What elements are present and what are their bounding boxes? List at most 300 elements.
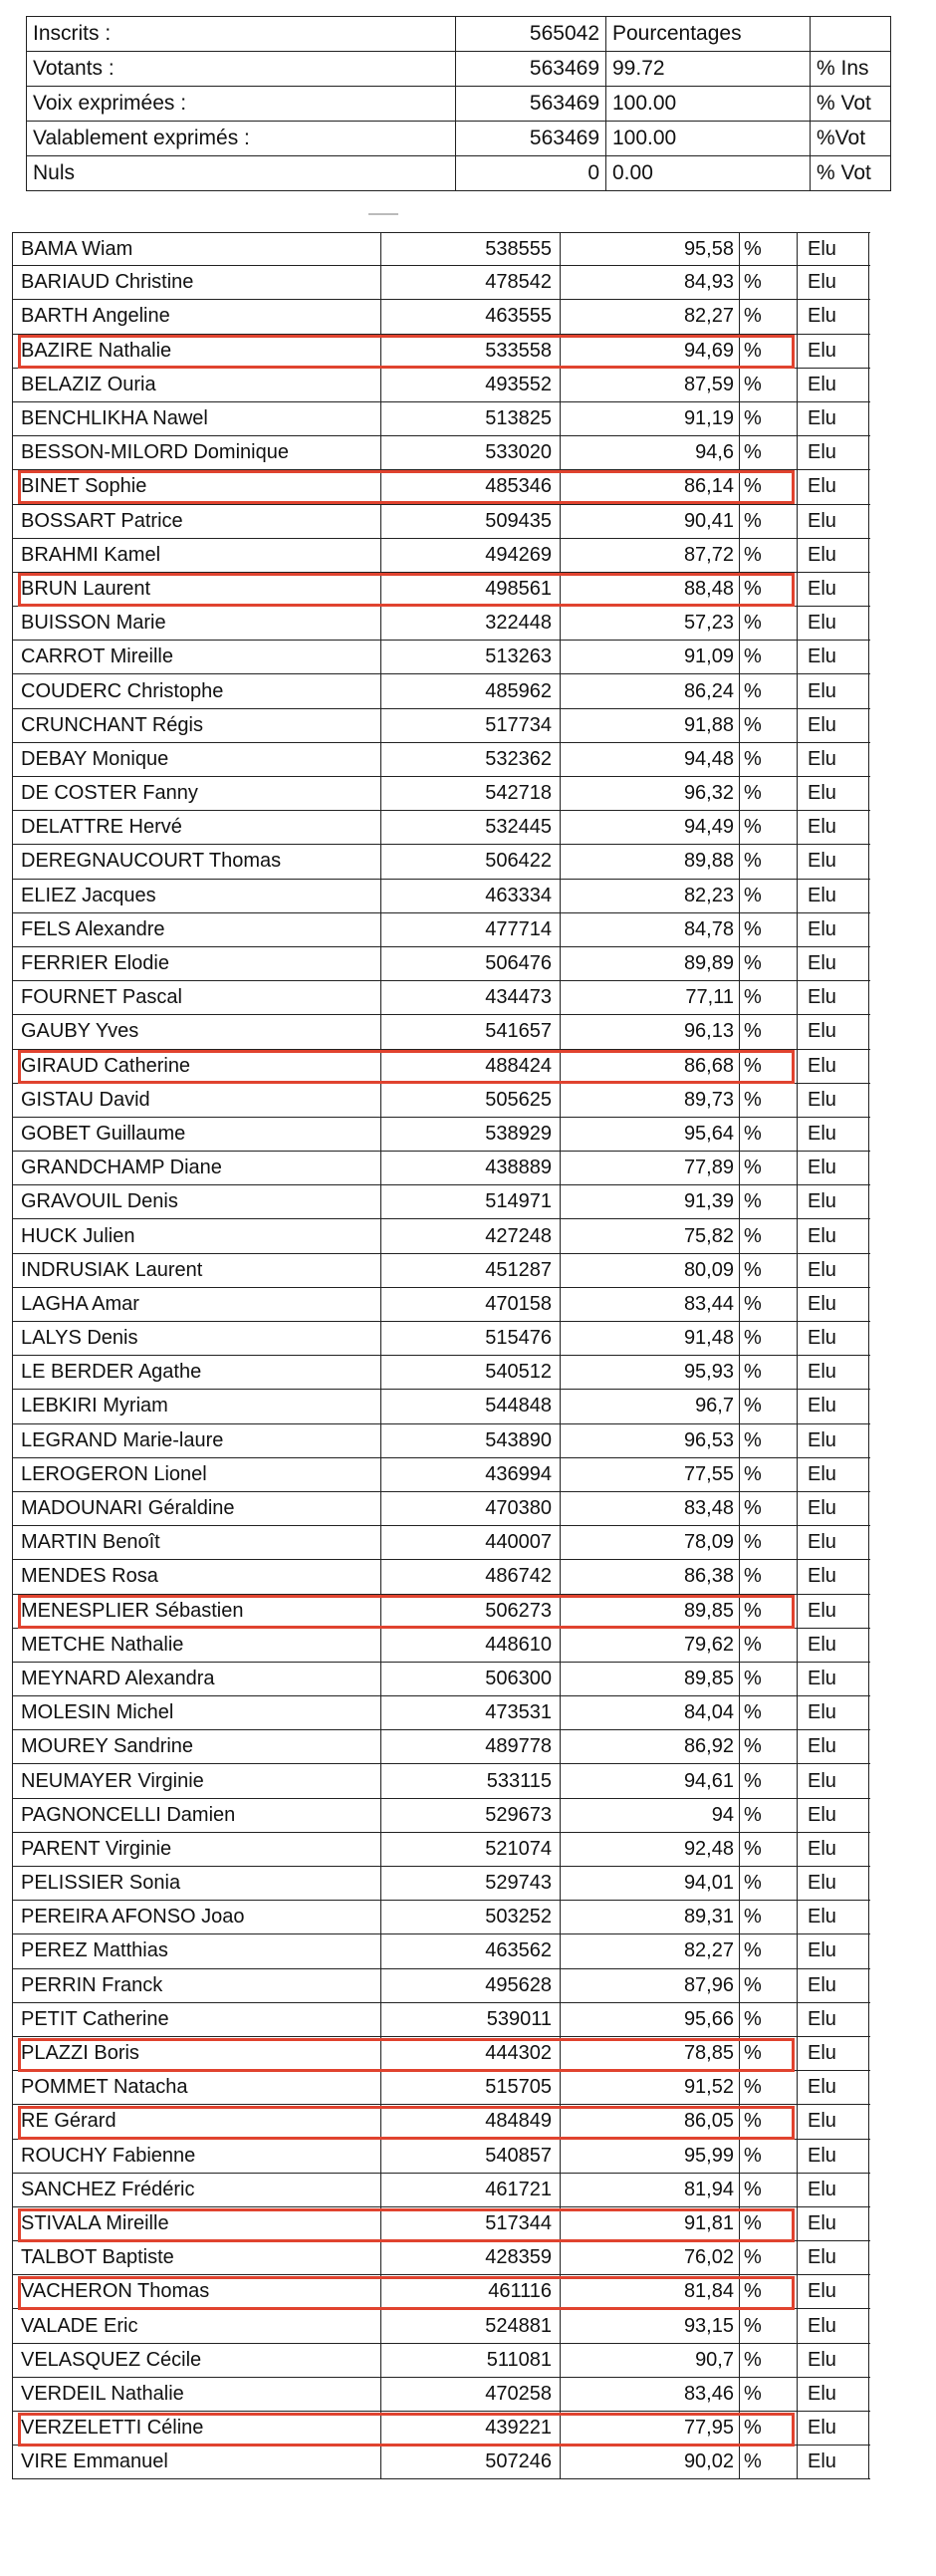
percent-sign: % <box>740 1118 798 1151</box>
highlight-box <box>18 2276 795 2310</box>
vote-count: 488424 <box>381 1050 561 1083</box>
percent-sign: % <box>740 2105 798 2138</box>
result-status: Elu <box>798 402 869 435</box>
vote-count: 539011 <box>381 2003 561 2036</box>
vote-percent: 96,13 <box>561 1015 740 1048</box>
candidate-name: NEUMAYER Virginie <box>13 1764 381 1797</box>
vote-percent: 83,46 <box>561 2378 740 2411</box>
candidate-name: GOBET Guillaume <box>13 1118 381 1151</box>
result-status: Elu <box>798 1254 869 1287</box>
vote-count: 486742 <box>381 1560 561 1593</box>
candidate-name: COUDERC Christophe <box>13 674 381 707</box>
result-status: Elu <box>798 845 869 878</box>
vote-count: 506300 <box>381 1663 561 1695</box>
candidate-name: DEBAY Monique <box>13 743 381 776</box>
percent-sign: % <box>740 1696 798 1729</box>
result-row <box>12 1288 870 1322</box>
percent-sign: % <box>740 1219 798 1252</box>
vote-count: 489778 <box>381 1730 561 1763</box>
result-status: Elu <box>798 811 869 844</box>
candidate-name: BRUN Laurent <box>13 573 381 606</box>
vote-count: 509435 <box>381 505 561 538</box>
result-row <box>12 539 870 573</box>
percent-sign: % <box>740 2275 798 2308</box>
result-row <box>12 2446 870 2479</box>
percent-sign: % <box>740 573 798 606</box>
percent-sign: % <box>740 1969 798 2002</box>
candidate-name: TALBOT Baptiste <box>13 2241 381 2274</box>
vote-count: 529673 <box>381 1799 561 1832</box>
vote-percent: 95,99 <box>561 2140 740 2173</box>
percent-sign: % <box>740 505 798 538</box>
result-row <box>12 947 870 981</box>
vote-percent: 81,84 <box>561 2275 740 2308</box>
candidate-name: BENCHLIKHA Nawel <box>13 402 381 435</box>
vote-count: 544848 <box>381 1390 561 1422</box>
result-status: Elu <box>798 1219 869 1252</box>
result-status: Elu <box>798 947 869 980</box>
percent-sign: % <box>740 2378 798 2411</box>
highlight-box <box>18 2106 795 2140</box>
vote-percent: 91,81 <box>561 2207 740 2240</box>
percent-sign: % <box>740 1901 798 1933</box>
result-row <box>12 1833 870 1867</box>
result-status: Elu <box>798 2174 869 2206</box>
percent-sign: % <box>740 1663 798 1695</box>
vote-count: 495628 <box>381 1969 561 2002</box>
candidate-name: BOSSART Patrice <box>13 505 381 538</box>
vote-percent: 96,53 <box>561 1424 740 1457</box>
candidate-name: GAUBY Yves <box>13 1015 381 1048</box>
result-row <box>12 1492 870 1526</box>
result-row <box>12 1152 870 1185</box>
vote-count: 515705 <box>381 2071 561 2104</box>
percent-sign: % <box>740 880 798 912</box>
vote-percent: 89,31 <box>561 1901 740 1933</box>
result-status: Elu <box>798 641 869 673</box>
vote-percent: 91,39 <box>561 1185 740 1218</box>
candidate-name: LALYS Denis <box>13 1322 381 1355</box>
result-row <box>12 1526 870 1560</box>
vote-count: 485346 <box>381 470 561 503</box>
result-status: Elu <box>798 335 869 368</box>
percent-sign: % <box>740 2412 798 2445</box>
summary-unit: % Vot <box>811 156 891 191</box>
result-row <box>12 1934 870 1968</box>
result-row <box>12 1730 870 1764</box>
vote-count: 470380 <box>381 1492 561 1525</box>
result-row <box>12 1696 870 1730</box>
percent-sign: % <box>740 777 798 810</box>
percent-sign: % <box>740 233 798 265</box>
highlight-box <box>18 1595 795 1629</box>
candidate-name: FERRIER Elodie <box>13 947 381 980</box>
candidate-name: MEYNARD Alexandra <box>13 1663 381 1695</box>
percent-sign: % <box>740 1730 798 1763</box>
result-row <box>12 1254 870 1288</box>
vote-percent: 95,58 <box>561 233 740 265</box>
percent-sign: % <box>740 607 798 640</box>
result-status: Elu <box>798 1526 869 1559</box>
candidate-name: PERRIN Franck <box>13 1969 381 2002</box>
result-row <box>12 607 870 641</box>
vote-count: 434473 <box>381 981 561 1014</box>
vote-count: 513825 <box>381 402 561 435</box>
highlight-box <box>18 1050 795 1084</box>
result-status: Elu <box>798 607 869 640</box>
result-status: Elu <box>798 300 869 333</box>
percent-sign: % <box>740 709 798 742</box>
vote-count: 498561 <box>381 573 561 606</box>
vote-percent: 77,55 <box>561 1458 740 1491</box>
vote-percent: 90,41 <box>561 505 740 538</box>
result-row <box>12 1764 870 1798</box>
summary-percent: 0.00 <box>606 156 811 191</box>
percent-sign: % <box>740 2207 798 2240</box>
percent-sign: % <box>740 981 798 1014</box>
candidate-name: MARTIN Benoît <box>13 1526 381 1559</box>
candidate-name: MADOUNARI Géraldine <box>13 1492 381 1525</box>
vote-percent: 87,72 <box>561 539 740 572</box>
result-row <box>12 2344 870 2378</box>
result-status: Elu <box>798 1015 869 1048</box>
candidate-name: MOLESIN Michel <box>13 1696 381 1729</box>
result-row <box>12 1185 870 1219</box>
candidate-name: MOUREY Sandrine <box>13 1730 381 1763</box>
result-status: Elu <box>798 2378 869 2411</box>
vote-percent: 96,32 <box>561 777 740 810</box>
result-status: Elu <box>798 1185 869 1218</box>
vote-percent: 94,01 <box>561 1867 740 1900</box>
candidate-name: PEREIRA AFONSO Joao <box>13 1901 381 1933</box>
percent-sign: % <box>740 1764 798 1797</box>
vote-percent: 95,66 <box>561 2003 740 2036</box>
percent-sign: % <box>740 1356 798 1389</box>
candidate-name: PEREZ Matthias <box>13 1934 381 1967</box>
candidate-name: PLAZZI Boris <box>13 2037 381 2070</box>
summary-label: Voix exprimées : <box>27 87 456 122</box>
percent-sign: % <box>740 2071 798 2104</box>
vote-percent: 79,62 <box>561 1629 740 1662</box>
vote-percent: 57,23 <box>561 607 740 640</box>
vote-percent: 91,48 <box>561 1322 740 1355</box>
result-status: Elu <box>798 2446 869 2478</box>
percent-sign: % <box>740 1867 798 1900</box>
vote-count: 517344 <box>381 2207 561 2240</box>
result-status: Elu <box>798 2344 869 2377</box>
candidate-name: PARENT Virginie <box>13 1833 381 1866</box>
vote-percent: 90,7 <box>561 2344 740 2377</box>
vote-count: 448610 <box>381 1629 561 1662</box>
result-row <box>12 2174 870 2207</box>
result-row <box>12 2241 870 2275</box>
candidate-name: BAZIRE Nathalie <box>13 335 381 368</box>
result-row <box>12 743 870 777</box>
percent-sign: % <box>740 811 798 844</box>
percent-sign: % <box>740 470 798 503</box>
candidate-name: MENDES Rosa <box>13 1560 381 1593</box>
result-status: Elu <box>798 505 869 538</box>
result-row <box>12 2003 870 2037</box>
result-status: Elu <box>798 2275 869 2308</box>
percent-sign: % <box>740 1799 798 1832</box>
vote-percent: 80,09 <box>561 1254 740 1287</box>
result-status: Elu <box>798 1084 869 1117</box>
vote-percent: 92,48 <box>561 1833 740 1866</box>
vote-count: 493552 <box>381 369 561 401</box>
vote-count: 540512 <box>381 1356 561 1389</box>
summary-row <box>27 87 891 122</box>
result-status: Elu <box>798 1424 869 1457</box>
percent-sign: % <box>740 1560 798 1593</box>
summary-value: 0 <box>456 156 606 191</box>
result-row <box>12 1799 870 1833</box>
candidate-name: GRAVOUIL Denis <box>13 1185 381 1218</box>
percent-sign: % <box>740 2037 798 2070</box>
result-row <box>12 1322 870 1356</box>
percent-sign: % <box>740 913 798 946</box>
result-status: Elu <box>798 2140 869 2173</box>
result-row <box>12 1219 870 1253</box>
result-row <box>12 641 870 674</box>
percent-sign: % <box>740 1322 798 1355</box>
percent-sign: % <box>740 2140 798 2173</box>
candidate-name: VACHERON Thomas <box>13 2275 381 2308</box>
vote-percent: 83,44 <box>561 1288 740 1321</box>
vote-count: 478542 <box>381 266 561 299</box>
result-row <box>12 1458 870 1492</box>
vote-count: 463334 <box>381 880 561 912</box>
vote-percent: 77,89 <box>561 1152 740 1184</box>
result-status: Elu <box>798 1118 869 1151</box>
candidate-name: VIRE Emmanuel <box>13 2446 381 2478</box>
summary-percent: 100.00 <box>606 122 811 156</box>
candidate-name: BELAZIZ Ouria <box>13 369 381 401</box>
result-status: Elu <box>798 233 869 265</box>
candidate-name: PELISSIER Sonia <box>13 1867 381 1900</box>
vote-count: 543890 <box>381 1424 561 1457</box>
vote-percent: 95,93 <box>561 1356 740 1389</box>
result-row <box>12 845 870 879</box>
vote-percent: 84,04 <box>561 1696 740 1729</box>
summary-row <box>27 17 891 52</box>
vote-percent: 86,38 <box>561 1560 740 1593</box>
candidate-name: METCHE Nathalie <box>13 1629 381 1662</box>
candidate-name: BINET Sophie <box>13 470 381 503</box>
vote-count: 438889 <box>381 1152 561 1184</box>
percent-sign: % <box>740 1084 798 1117</box>
percent-sign: % <box>740 1458 798 1491</box>
vote-percent: 94,61 <box>561 1764 740 1797</box>
result-row <box>12 1015 870 1049</box>
result-status: Elu <box>798 1560 869 1593</box>
vote-percent: 86,68 <box>561 1050 740 1083</box>
vote-count: 506476 <box>381 947 561 980</box>
summary-unit <box>811 17 891 52</box>
highlight-box <box>18 573 795 607</box>
result-row <box>12 300 870 334</box>
candidate-name: DEREGNAUCOURT Thomas <box>13 845 381 878</box>
summary-value: 563469 <box>456 87 606 122</box>
vote-percent: 76,02 <box>561 2241 740 2274</box>
result-status: Elu <box>798 913 869 946</box>
candidate-name: HUCK Julien <box>13 1219 381 1252</box>
percent-sign: % <box>740 1390 798 1422</box>
candidate-name: BAMA Wiam <box>13 233 381 265</box>
summary-label: Valablement exprimés : <box>27 122 456 156</box>
vote-percent: 87,59 <box>561 369 740 401</box>
vote-count: 436994 <box>381 1458 561 1491</box>
vote-percent: 86,05 <box>561 2105 740 2138</box>
candidate-name: GIRAUD Catherine <box>13 1050 381 1083</box>
highlight-box <box>18 335 795 369</box>
vote-percent: 82,27 <box>561 1934 740 1967</box>
result-row <box>12 1901 870 1934</box>
result-status: Elu <box>798 1764 869 1797</box>
vote-percent: 89,89 <box>561 947 740 980</box>
percent-sign: % <box>740 2241 798 2274</box>
result-row <box>12 709 870 743</box>
percent-sign: % <box>740 674 798 707</box>
vote-percent: 77,95 <box>561 2412 740 2445</box>
result-status: Elu <box>798 1288 869 1321</box>
candidate-name: VALADE Eric <box>13 2309 381 2342</box>
result-status: Elu <box>798 674 869 707</box>
vote-count: 515476 <box>381 1322 561 1355</box>
vote-count: 485962 <box>381 674 561 707</box>
candidate-name: MENESPLIER Sébastien <box>13 1595 381 1628</box>
percent-sign: % <box>740 1492 798 1525</box>
vote-count: 427248 <box>381 1219 561 1252</box>
result-status: Elu <box>798 1390 869 1422</box>
vote-percent: 94 <box>561 1799 740 1832</box>
result-status: Elu <box>798 1595 869 1628</box>
vote-count: 473531 <box>381 1696 561 1729</box>
vote-count: 463562 <box>381 1934 561 1967</box>
result-row <box>12 2309 870 2343</box>
candidate-name: INDRUSIAK Laurent <box>13 1254 381 1287</box>
result-status: Elu <box>798 2037 869 2070</box>
result-status: Elu <box>798 1663 869 1695</box>
vote-percent: 86,92 <box>561 1730 740 1763</box>
vote-count: 428359 <box>381 2241 561 2274</box>
highlight-box <box>18 2413 795 2447</box>
vote-count: 461116 <box>381 2275 561 2308</box>
vote-count: 444302 <box>381 2037 561 2070</box>
vote-percent: 82,27 <box>561 300 740 333</box>
vote-count: 538555 <box>381 233 561 265</box>
percent-sign: % <box>740 2446 798 2478</box>
vote-percent: 91,52 <box>561 2071 740 2104</box>
result-row <box>12 1356 870 1390</box>
vote-percent: 89,85 <box>561 1663 740 1695</box>
result-status: Elu <box>798 880 869 912</box>
result-status: Elu <box>798 1322 869 1355</box>
result-row <box>12 1969 870 2003</box>
vote-count: 503252 <box>381 1901 561 1933</box>
percent-sign: % <box>740 539 798 572</box>
candidate-name: BRAHMI Kamel <box>13 539 381 572</box>
vote-percent: 83,48 <box>561 1492 740 1525</box>
percent-sign: % <box>740 2003 798 2036</box>
summary-value: 563469 <box>456 52 606 87</box>
vote-percent: 87,96 <box>561 1969 740 2002</box>
result-row <box>12 2071 870 2105</box>
highlight-box <box>18 2208 795 2242</box>
result-status: Elu <box>798 436 869 469</box>
candidate-name: DE COSTER Fanny <box>13 777 381 810</box>
candidate-name: VERZELETTI Céline <box>13 2412 381 2445</box>
result-row <box>12 232 870 266</box>
vote-percent: 91,09 <box>561 641 740 673</box>
summary-unit: %Vot <box>811 122 891 156</box>
vote-percent: 90,02 <box>561 2446 740 2478</box>
vote-count: 532445 <box>381 811 561 844</box>
vote-count: 529743 <box>381 1867 561 1900</box>
candidate-name: LEROGERON Lionel <box>13 1458 381 1491</box>
vote-count: 521074 <box>381 1833 561 1866</box>
result-status: Elu <box>798 2412 869 2445</box>
vote-count: 322448 <box>381 607 561 640</box>
result-status: Elu <box>798 2071 869 2104</box>
vote-count: 477714 <box>381 913 561 946</box>
result-row <box>12 2140 870 2174</box>
vote-count: 470158 <box>381 1288 561 1321</box>
percent-sign: % <box>740 2344 798 2377</box>
result-status: Elu <box>798 709 869 742</box>
percent-sign: % <box>740 1015 798 1048</box>
vote-percent: 91,88 <box>561 709 740 742</box>
result-row <box>12 981 870 1015</box>
vote-count: 505625 <box>381 1084 561 1117</box>
candidate-name: VELASQUEZ Cécile <box>13 2344 381 2377</box>
percent-sign: % <box>740 1526 798 1559</box>
vote-count: 533558 <box>381 335 561 368</box>
candidate-name: BARTH Angeline <box>13 300 381 333</box>
highlight-box <box>18 2038 795 2072</box>
result-status: Elu <box>798 1799 869 1832</box>
vote-count: 533020 <box>381 436 561 469</box>
result-row <box>12 674 870 708</box>
summary-unit: % Vot <box>811 87 891 122</box>
result-row <box>12 1118 870 1152</box>
percent-sign: % <box>740 1050 798 1083</box>
vote-count: 540857 <box>381 2140 561 2173</box>
result-status: Elu <box>798 1901 869 1933</box>
vote-count: 484849 <box>381 2105 561 2138</box>
vote-count: 533115 <box>381 1764 561 1797</box>
percent-sign: % <box>740 436 798 469</box>
vote-count: 514971 <box>381 1185 561 1218</box>
percent-sign: % <box>740 1185 798 1218</box>
result-status: Elu <box>798 777 869 810</box>
candidate-name: VERDEIL Nathalie <box>13 2378 381 2411</box>
result-status: Elu <box>798 369 869 401</box>
percent-sign: % <box>740 1595 798 1628</box>
result-status: Elu <box>798 981 869 1014</box>
vote-percent: 89,85 <box>561 1595 740 1628</box>
percent-sign: % <box>740 335 798 368</box>
result-row <box>12 505 870 539</box>
result-row <box>12 880 870 913</box>
candidate-name: GRANDCHAMP Diane <box>13 1152 381 1184</box>
result-status: Elu <box>798 1730 869 1763</box>
result-row <box>12 1663 870 1696</box>
vote-percent: 78,09 <box>561 1526 740 1559</box>
result-row <box>12 1629 870 1663</box>
percent-sign: % <box>740 2174 798 2206</box>
vote-percent: 91,19 <box>561 402 740 435</box>
